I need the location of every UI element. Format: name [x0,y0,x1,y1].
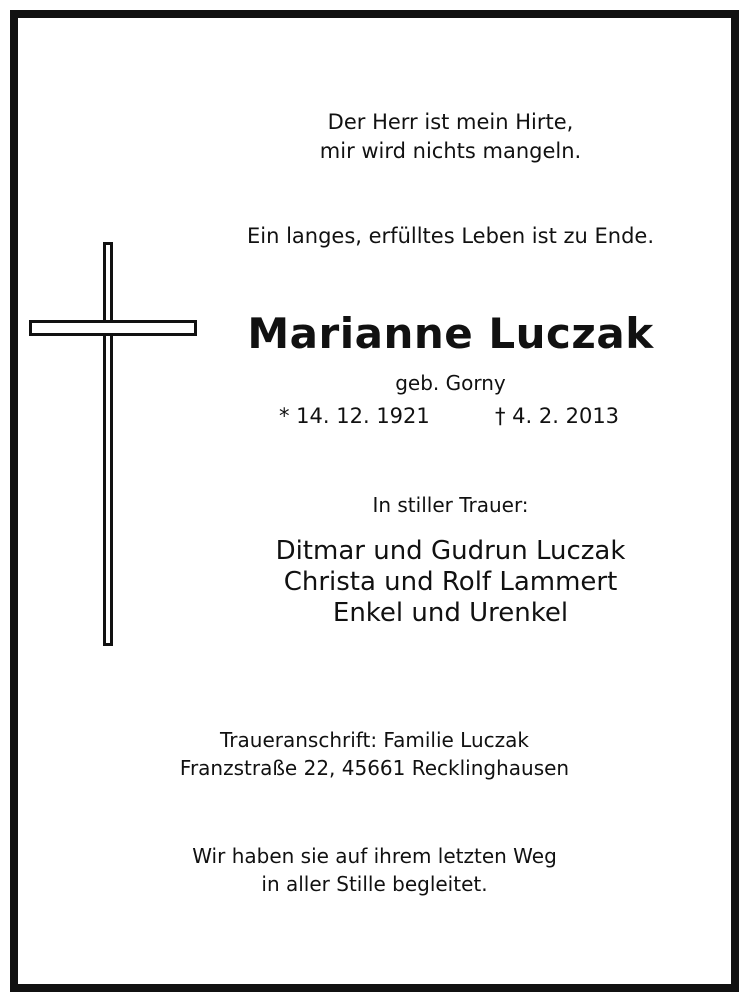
life-statement: Ein langes, erfülltes Leben ist zu Ende. [246,224,655,248]
mourner-entry: Ditmar und Gudrun Luczak [275,536,626,566]
quote-line-2: mir wird nichts mangeln. [319,139,582,163]
maiden-name: geb. Gorny [395,371,506,395]
address-line-1: Traueranschrift: Familie Luczak [220,728,529,752]
closing-note [0,842,749,898]
mourner-entry: Christa und Rolf Lammert [283,567,618,597]
mourners-label: In stiller Trauer: [372,493,529,517]
mourner-entry: Enkel und Urenkel [332,598,569,628]
quote-line-1: Der Herr ist mein Hirte, [327,110,574,134]
closing-line-2: in aller Stille begleitet. [261,872,488,896]
death-date: † 4. 2. 2013 [495,404,620,428]
mourning-address [0,726,749,782]
deceased-name: Marianne Luczak [247,309,654,358]
closing-line-1: Wir haben sie auf ihrem letzten Weg [192,844,557,868]
address-line-2: Franzstraße 22, 45661 Recklinghausen [179,756,570,780]
bible-quote [0,108,749,166]
birth-date: * 14. 12. 1921 [279,404,430,428]
mourners-list [0,536,749,629]
